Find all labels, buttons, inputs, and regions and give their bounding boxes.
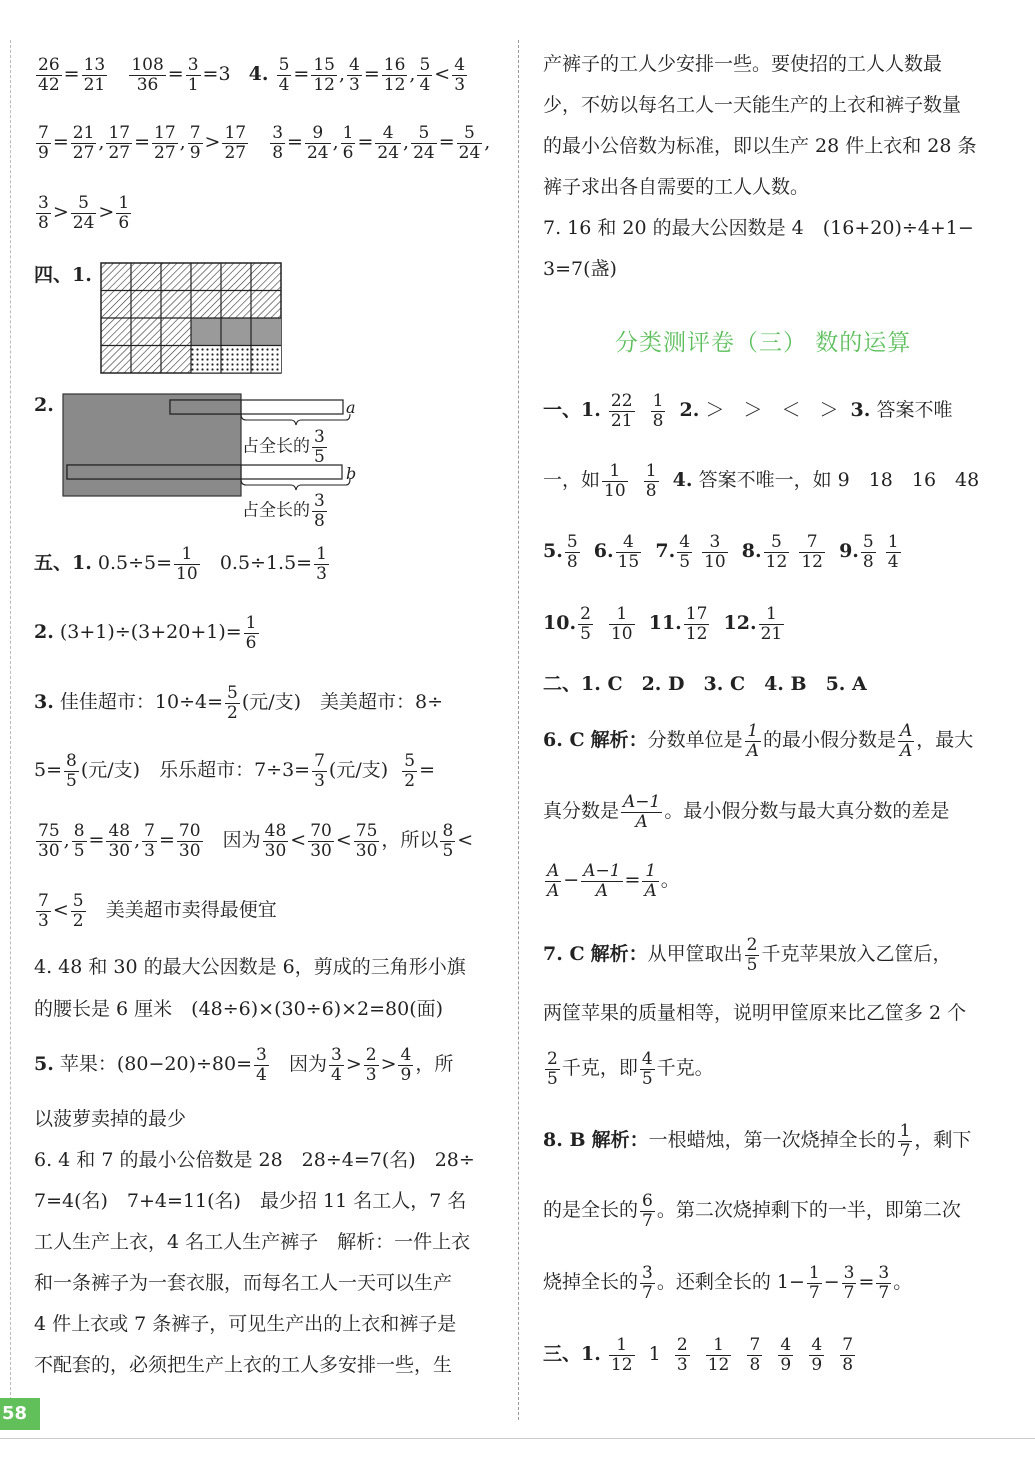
text-line: 6. 4 和 7 的最小公倍数是 28 28÷4=7(名) 28÷ (34, 1149, 475, 1171)
part-2-q8-line3: 烧掉全长的 $\frac{3}{7}$ 。还剩全长的 1− $\frac{1}{7}$ − $\frac{3}{7}$ = $\frac{3}{7}$ 。 (543, 1263, 913, 1303)
hatched-grid-figure (100, 262, 282, 374)
bar-b-label: b (346, 464, 357, 483)
text-line: 7=4(名) 7+4=11(名) 最少招 11 名工人，7 名 (34, 1190, 467, 1212)
part-2-q8-line1: 8. B 解析：一根蜡烛，第一次烧掉全长的 $\frac{1}{7}$ ，剩下 (543, 1121, 972, 1161)
part-1-row-4: 10. $\frac{2}{5}$ $\frac{1}{10}$ 11. $\frac{17}{12}$ 12. $\frac{1}{21}$ (543, 604, 783, 644)
section-5-q4-line2: 的腰长是 6 厘米 (48÷6)×(30÷6)×2=80(面) (34, 998, 444, 1020)
text-line: 产裤子的工人少安排一些。要使招的工人人数最 (543, 53, 943, 75)
part-2-q6-line1: 6. C 解析：分数单位是 $\frac{1}{A}$ 的最小假分数是 $\frac{A}{A}$ ，最大 (543, 721, 974, 761)
text-line: 3=7(盏) (543, 258, 617, 280)
section-5-q3-line3: $\frac{75}{30}$ , $\frac{8}{5}$ = $\frac{48}{30}$ , $\frac{7}{3}$ = $\frac{70}{30}$ 因为 $\frac{48}{30}$ < $\frac{70}{30}$ < $\frac{75}{30}$ ，所以 $\frac{8}{5}$ < (38, 821, 474, 861)
text-line: 少，不妨以每名工人一天能生产的上衣和裤子数量 (543, 94, 962, 116)
section-4-q1-label: 四、1. (34, 264, 92, 286)
section-5-q3-line4: $\frac{7}{3}$ < $\frac{5}{2}$ 美美超市卖得最便宜 (38, 891, 277, 931)
text-line: 和一条裤子为一套衣服，而每名工人一天可以生产 (34, 1272, 453, 1294)
section-5-q5-line1: 5. 苹果：(80−20)÷80= $\frac{3}{4}$ 因为 $\frac{3}{4}$ > $\frac{2}{3}$ > $\frac{4}{9}$ ，所 (34, 1045, 454, 1085)
section-title: 分类测评卷（三） 数的运算 (615, 330, 912, 356)
text-line: 裤子求出各自需要的工人人数。 (543, 176, 810, 198)
part-2-q6-line3: $\frac{A}{A}$ − $\frac{A-1}{A}$ = $\frac{1}{A}$ 。 (547, 861, 680, 901)
part-1-row-3: 5. $\frac{5}{8}$ 6. $\frac{4}{15}$ 7. $\frac{4}{5}$ $\frac{3}{10}$ 8. $\frac{5}{12}$ $\frac{7}{12}$ 9. $\frac{5}{8}$ $\frac{1}{4}$ (543, 532, 899, 572)
bar-b-caption: 占全长的 $\frac{3}{8}$ (242, 491, 325, 531)
part-2-q8-line2: 的是全长的 $\frac{6}{7}$ 。第二次烧掉剩下的一半，即第二次 (543, 1191, 961, 1231)
section-5-q1: 五、1. 0.5÷5= $\frac{1}{10}$ 0.5÷1.5= $\frac{1}{3}$ (34, 544, 327, 584)
text-line: 工人生产上衣，4 名工人生产裤子 解析：一件上衣 (34, 1231, 471, 1253)
section-5-q3-line2: 5= $\frac{8}{5}$ (元/支) 乐乐超市：7÷3= $\frac{7}{3}$ (元/支) $\frac{5}{2}$ = (34, 751, 435, 791)
left-row-2: $\frac{7}{9}$ = $\frac{21}{27}$ , $\frac{17}{27}$ = $\frac{17}{27}$ , $\frac{7}{9}$ > $\frac{17}{27}$ $\frac{3}{8}$ = $\frac{9}{24}$ , $\frac{1}{6}$ = $\frac{4}{24}$ , $\frac{5}{24}$ = $\frac{5}{24}$ , (38, 123, 491, 163)
part-2-q7-line3: $\frac{2}{5}$ 千克，即 $\frac{4}{5}$ 千克。 (547, 1049, 714, 1089)
column-divider (518, 40, 519, 1420)
text-line: 的最小公倍数为标准，即以生产 28 件上衣和 28 条 (543, 135, 977, 157)
bar-a-label: a (346, 398, 356, 417)
text-line: 不配套的，必须把生产上衣的工人多安排一些，生 (34, 1354, 453, 1376)
text-line: 7. 16 和 20 的最大公因数是 4 (16+20)÷4+1− (543, 217, 974, 239)
right-continuation (543, 44, 1013, 290)
section-5-q6 (34, 1140, 504, 1386)
page-number: 58 (0, 1398, 40, 1430)
left-margin-rule (10, 40, 11, 1400)
section-5-q3-line1: 3. 佳佳超市：10÷4= $\frac{5}{2}$ (元/支) 美美超市：8÷ (34, 683, 444, 723)
part-2-q7-line1: 7. C 解析：从甲筐取出 $\frac{2}{5}$ 千克苹果放入乙筐后， (543, 935, 952, 975)
bar-a-caption: 占全长的 $\frac{3}{5}$ (242, 427, 325, 467)
part-2-q6-line2: 真分数是 $\frac{A-1}{A}$ 。最小假分数与最大真分数的差是 (543, 792, 950, 832)
section-5-q4-line1: 4. 48 和 30 的最大公因数是 6，剪成的三角形小旗 (34, 956, 466, 978)
part-2-answers: 二、1. C 2. D 3. C 4. B 5. A (543, 673, 867, 695)
left-row-3: $\frac{3}{8}$ > $\frac{5}{24}$ > $\frac{1}{6}$ (38, 193, 130, 233)
left-row-1: $\frac{26}{42}$ = $\frac{13}{21}$ $\frac{108}{36}$ = $\frac{3}{1}$ =3 4. $\frac{5}{4}$ = $\frac{15}{12}$ , $\frac{4}{3}$ = $\frac{16}{12}$ , $\frac{5}{4}$ < $\frac{4}{3}$ (38, 55, 466, 95)
section-5-q5-line2: 以菠萝卖掉的最少 (34, 1108, 187, 1130)
bar-diagram-figure (60, 392, 380, 522)
part-1-row-2: 一，如 $\frac{1}{10}$ $\frac{1}{8}$ 4. 答案不唯一，如 9 18 16 48 (543, 461, 980, 501)
part-1-row-1: 一、1. $\frac{22}{21}$ $\frac{1}{8}$ 2. ＞ ＞ ＜ ＞ 3. 答案不唯 (543, 391, 953, 431)
bottom-rule (0, 1438, 1035, 1439)
part-2-q7-line2: 两筐苹果的质量相等，说明甲筐原来比乙筐多 2 个 (543, 1002, 967, 1024)
text-line: 4 件上衣或 7 条裤子，可见生产出的上衣和裤子是 (34, 1313, 457, 1335)
part-3-q1: 三、1. $\frac{1}{12}$ 1 $\frac{2}{3}$ $\frac{1}{12}$ $\frac{7}{8}$ $\frac{4}{9}$ $\frac{4}{9}$ $\frac{7}{8}$ (543, 1335, 854, 1375)
section-5-q2: 2. (3+1)÷(3+20+1)= $\frac{1}{6}$ (34, 613, 257, 653)
section-4-q2-label: 2. (34, 394, 54, 416)
